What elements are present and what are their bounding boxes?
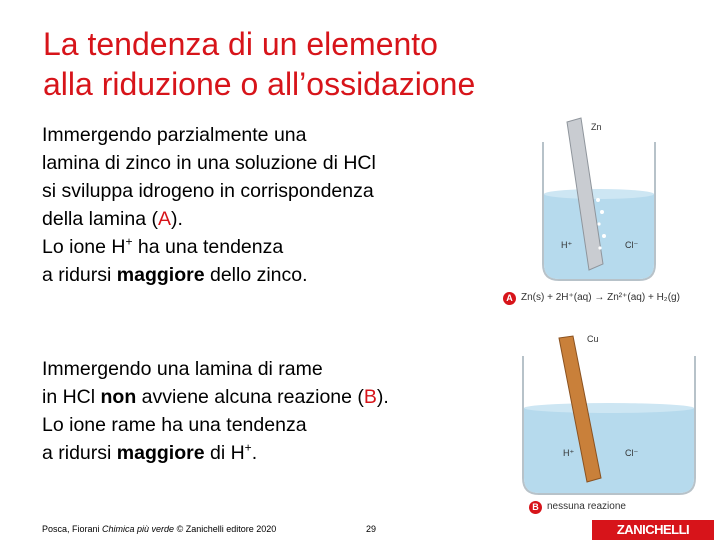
copper-paragraph	[42, 355, 502, 467]
figure-copper-beaker	[513, 328, 713, 516]
ion-label: Cl⁻	[625, 448, 639, 458]
ion-label: H⁺	[561, 240, 573, 250]
text-fragment: in HCl	[42, 386, 101, 408]
ion-label: Cl⁻	[625, 240, 639, 250]
text-line: lamina di zinco in una soluzione di HCl	[42, 152, 376, 174]
metal-label: Cu	[587, 334, 599, 344]
text-line: si sviluppa idrogeno in corrispondenza	[42, 180, 374, 202]
superscript: +	[244, 440, 252, 455]
no-reaction-caption: nessuna reazione	[547, 501, 626, 512]
text-fragment: Lo ione H	[42, 236, 126, 258]
figure-ref-a: A	[157, 208, 171, 230]
credit-authors: Posca, Fiorani	[42, 524, 103, 534]
credit-publisher: © Zanichelli editore 2020	[174, 524, 277, 534]
zinc-beaker-illustration	[503, 114, 693, 314]
copper-beaker-illustration	[513, 328, 713, 516]
text-fragment: .	[251, 442, 258, 464]
bold-term: maggiore	[116, 442, 205, 464]
text-line: Lo ione rame ha una tendenza	[42, 414, 307, 436]
text-fragment: ha una tendenza	[132, 236, 284, 258]
zinc-paragraph	[42, 121, 492, 289]
text-fragment: dello zinco.	[204, 264, 308, 286]
title-line-1: La tendenza di un elemento	[43, 26, 438, 62]
text-fragment: a ridursi	[42, 442, 117, 464]
page-number: 29	[366, 524, 377, 534]
figure-zinc-beaker	[503, 114, 693, 314]
text-fragment: avviene alcuna reazione (	[136, 386, 364, 408]
bold-term: maggiore	[116, 264, 205, 286]
credit-book-title: Chimica più verde	[102, 524, 175, 534]
figure-ref-b: B	[363, 386, 377, 408]
text-fragment: ).	[376, 386, 389, 408]
text-fragment: della lamina (	[42, 208, 158, 230]
superscript: +	[125, 234, 133, 249]
text-line: Immergendo una lamina di rame	[42, 358, 323, 380]
text-fragment: a ridursi	[42, 264, 117, 286]
metal-label: Zn	[591, 122, 602, 132]
text-fragment: ).	[171, 208, 183, 230]
footer-credit	[42, 524, 276, 534]
text-line: Immergendo parzialmente una	[42, 124, 307, 146]
ion-label: H⁺	[563, 448, 575, 458]
title-line-2: alla riduzione o all’ossidazione	[43, 66, 476, 102]
figure-tag-b: B	[529, 501, 542, 514]
bold-term: non	[100, 386, 137, 408]
reaction-equation: Zn(s) + 2H⁺(aq) → Zn²⁺(aq) + H₂(g)	[521, 292, 680, 303]
slide-title	[43, 24, 643, 104]
figure-tag-a: A	[503, 292, 516, 305]
publisher-logo: ZANICHELLI	[592, 520, 714, 540]
text-fragment: di H	[204, 442, 245, 464]
